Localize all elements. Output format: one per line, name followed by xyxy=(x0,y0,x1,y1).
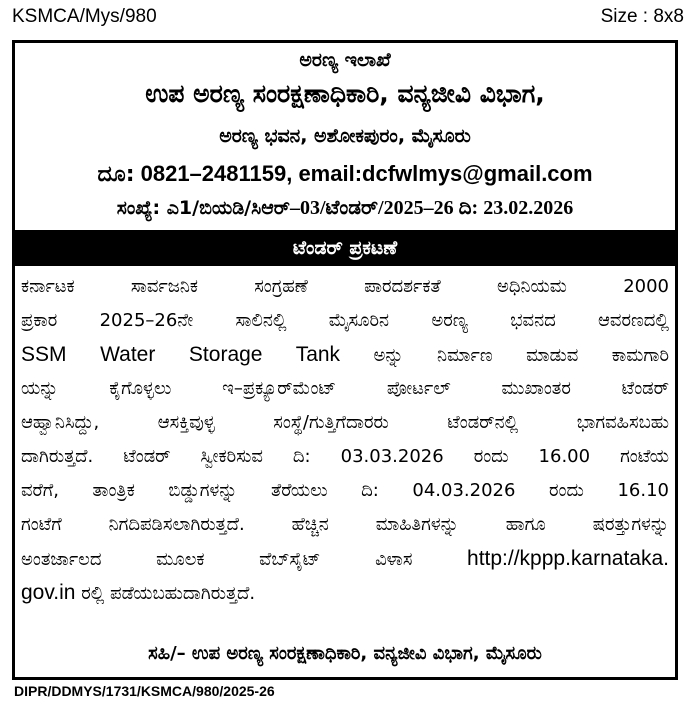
department-name: ಅರಣ್ಯ ಇಲಾಖೆ xyxy=(299,49,391,71)
reference-prefix: ಸಂಖ್ಯೆ: ಎ1/ಬಿಯಡಿ/ಸಿಆರ್ xyxy=(116,197,290,219)
office-title: ಉಪ ಅರಣ್ಯ ಸಂರಕ್ಷಣಾಧಿಕಾರಿ, ವನ್ಯಜೀವಿ ವಿಭಾಗ, xyxy=(145,79,545,108)
project-name: SSM Water Storage Tank xyxy=(21,343,341,366)
body-line xyxy=(21,577,669,609)
top-bar xyxy=(12,6,684,32)
office-address: ಅರಣ್ಯ ಭವನ, ಅಶೋಕಪುರಂ, ಮೈಸೂರು xyxy=(219,125,471,147)
notice-title: ಟೆಂಡರ್ ಪ್ರಕಟಣೆ xyxy=(15,230,675,266)
reference-code: KSMCA/Mys/980 xyxy=(12,6,157,27)
body-text: ಅಂತರ್ಜಾಲದ ಮೂಲಕ ವೆಬ್‌ಸೈಟ್ ವಿಳಾಸ xyxy=(21,549,468,570)
reference-number: –03/ಟೆಂಡರ್/2025–26 ದಿ: 23.02.2026 xyxy=(289,197,574,219)
signature-line: ಸಹಿ/– ಉಪ ಅರಣ್ಯ ಸಂರಕ್ಷಣಾಧಿಕಾರಿ, ವನ್ಯಜೀವಿ ವಿಭಾಗ, ಮೈಸೂರು xyxy=(148,643,542,664)
contact-details: 0821–2481159, email:dcfwlmys@gmail.com xyxy=(134,161,593,186)
contact-line xyxy=(15,161,675,187)
body-line: ಕರ್ನಾಟಕ ಸಾರ್ವಜನಿಕ ಸಂಗ್ರಹಣೆ ಪಾರದರ್ಶಕತೆ ಅಧಿನಿಯಮ 2000 xyxy=(21,276,669,297)
contact-prefix: ದೂ: xyxy=(97,162,135,187)
website-url[interactable]: http://kppp.karnataka. xyxy=(467,547,669,570)
website-url-continued[interactable]: gov.in xyxy=(21,581,76,604)
body-line: ಗಂಟೆಗೆ ನಿಗದಿಪಡಿಸಲಾಗಿರುತ್ತದೆ. ಹೆಚ್ಚಿನ ಮಾಹಿತಿಗಳನ್ನು ಹಾಗೂ ಷರತ್ತುಗಳನ್ನು xyxy=(21,514,669,535)
body-text: ಅನ್ನು ನಿರ್ಮಾಣ ಮಾಡುವ ಕಾಮಗಾರಿ xyxy=(340,345,669,366)
notice-frame xyxy=(12,40,678,680)
body-line xyxy=(21,339,669,371)
notice-header xyxy=(15,43,675,230)
dipr-code: DIPR/DDMYS/1731/KSMCA/980/2025-26 xyxy=(14,683,275,699)
ad-size: Size : 8x8 xyxy=(600,6,684,27)
reference-number-line xyxy=(15,197,675,220)
body-line: ವರೆಗೆ, ತಾಂತ್ರಿಕ ಬಿಡ್ಡುಗಳನ್ನು ತೆರೆಯಲು ದಿ: 04.03.2026 ರಂದು 16.10 xyxy=(21,480,669,501)
body-line xyxy=(21,543,669,575)
body-text: ರಲ್ಲಿ ಪಡೆಯಬಹುದಾಗಿರುತ್ತದೆ. xyxy=(75,583,256,604)
body-line: ಆಹ್ವಾನಿಸಿದ್ದು, ಆಸಕ್ತಿವುಳ್ಳ ಸಂಸ್ಥೆ/ಗುತ್ತಿಗೆದಾರರು ಟೆಂಡರ್‌ನಲ್ಲಿ ಭಾಗವಹಿಸಬಹು xyxy=(21,412,669,433)
body-line: ಪ್ರಕಾರ 2025–26ನೇ ಸಾಲಿನಲ್ಲಿ ಮೈಸೂರಿನ ಅರಣ್ಯ ಭವನದ ಆವರಣದಲ್ಲಿ xyxy=(21,310,669,331)
body-line: ದಾಗಿರುತ್ತದೆ. ಟೆಂಡರ್ ಸ್ವೀಕರಿಸುವ ದಿ: 03.03.2026 ರಂದು 16.00 ಗಂಟೆಯ xyxy=(21,446,669,467)
body-line: ಯನ್ನು ಕೈಗೊಳ್ಳಲು ಇ–ಪ್ರಕ್ಯೂರ್‌ಮೆಂಟ್ ಪೋರ್ಟಲ್ ಮುಖಾಂತರ ಟೆಂಡರ್ xyxy=(21,378,669,399)
